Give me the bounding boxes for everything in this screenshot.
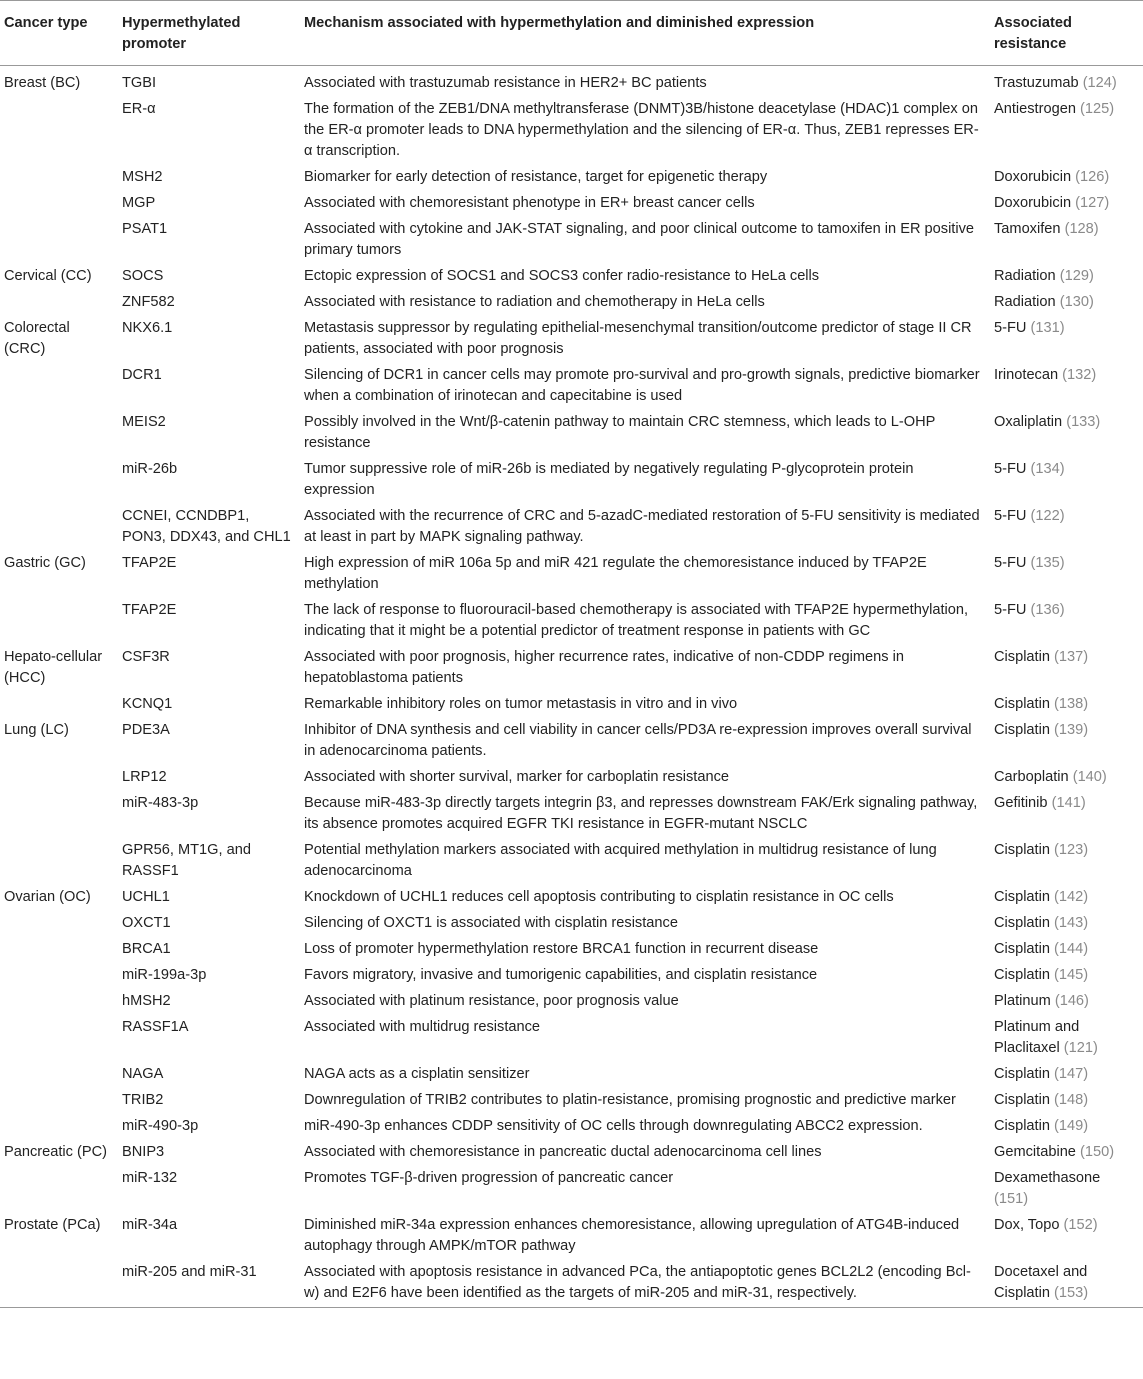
promoter-cell: miR-205 and miR-31 (118, 1260, 300, 1308)
mechanism-cell: The formation of the ZEB1/DNA methyltransferase (DNMT)3B/histone deacetylase (HDAC)1 complex on the ER-α promoter leads to DNA hypermethylation and the silencing of ER-α. Thus, ZEB1 represses ER-α transcription. (304, 101, 979, 159)
cancer-type-cell (0, 504, 118, 551)
cancer-type-cell (0, 791, 118, 838)
mechanism-cell: Remarkable inhibitory roles on tumor metastasis in vitro and in vivo (304, 696, 738, 712)
cancer-type-cell (0, 1114, 118, 1140)
cancer-type-cell (0, 598, 118, 645)
cancer-type-cell (0, 1166, 118, 1213)
resistance-text: Radiation (994, 294, 1056, 310)
promoter-cell: TGBI (122, 75, 157, 91)
table-row (0, 838, 1143, 885)
resistance-text: Gemcitabine (994, 1144, 1076, 1160)
promoter-cell: PSAT1 (122, 221, 168, 237)
cancer-type-cell: Breast (BC) (4, 75, 81, 91)
reference-link[interactable]: (146) (1054, 993, 1089, 1009)
resistance-cell (990, 97, 1143, 165)
resistance-cell (990, 692, 1143, 718)
mechanism-cell: Diminished miR-34a expression enhances chemoresistance, allowing upregulation of ATG4B-induced autophagy through AMPK/mTOR pathway (304, 1217, 960, 1254)
cancer-type-cell (0, 97, 118, 165)
resistance-text: 5-FU (994, 461, 1027, 477)
reference-link[interactable]: (149) (1054, 1118, 1089, 1134)
promoter-cell: PDE3A (122, 722, 170, 738)
promoter-cell: miR-483-3p (122, 795, 199, 811)
mechanism-cell: Ectopic expression of SOCS1 and SOCS3 confer radio-resistance to HeLa cells (304, 268, 820, 284)
mechanism-cell: Associated with platinum resistance, poor prognosis value (304, 993, 679, 1009)
cancer-type-cell (0, 1260, 118, 1308)
resistance-cell (990, 457, 1143, 504)
mechanism-cell: Loss of promoter hypermethylation restore BRCA1 function in recurrent disease (304, 941, 819, 957)
resistance-text: Platinum and Placlitaxel (994, 1019, 1080, 1056)
reference-link[interactable]: (142) (1054, 889, 1089, 905)
table-row (0, 66, 1143, 97)
reference-link[interactable]: (126) (1075, 169, 1110, 185)
promoter-cell: NAGA (122, 1066, 164, 1082)
reference-link[interactable]: (140) (1072, 769, 1107, 785)
cancer-type-cell (0, 1062, 118, 1088)
cancer-type-cell (0, 290, 118, 316)
table-row (0, 791, 1143, 838)
table-row (0, 718, 1143, 765)
table-row (0, 316, 1143, 363)
promoter-cell: RASSF1A (122, 1019, 189, 1035)
resistance-cell (990, 718, 1143, 765)
resistance-cell (990, 1114, 1143, 1140)
cancer-type-cell (0, 217, 118, 264)
promoter-cell: ER-α (122, 101, 156, 117)
header-promoter: Hypermethylated promoter (118, 1, 300, 66)
resistance-cell (990, 838, 1143, 885)
promoter-cell: TFAP2E (122, 602, 177, 618)
table-row (0, 1062, 1143, 1088)
resistance-text: Cisplatin (994, 722, 1050, 738)
resistance-cell (990, 791, 1143, 838)
resistance-cell (990, 551, 1143, 598)
promoter-cell: TRIB2 (122, 1092, 164, 1108)
resistance-cell (990, 66, 1143, 97)
mechanism-cell: Favors migratory, invasive and tumorigenic capabilities, and cisplatin resistance (304, 967, 818, 983)
table-row (0, 765, 1143, 791)
resistance-text: 5-FU (994, 320, 1027, 336)
reference-link[interactable]: (145) (1054, 967, 1089, 983)
promoter-cell: NKX6.1 (122, 320, 173, 336)
reference-link[interactable]: (134) (1030, 461, 1065, 477)
promoter-cell: MGP (122, 195, 156, 211)
resistance-text: Cisplatin (994, 941, 1050, 957)
table-body (0, 66, 1143, 1308)
promoter-cell: KCNQ1 (122, 696, 173, 712)
resistance-cell (990, 911, 1143, 937)
cancer-type-cell: Prostate (PCa) (4, 1217, 101, 1233)
reference-link[interactable]: (122) (1030, 508, 1065, 524)
resistance-cell (990, 1260, 1143, 1308)
table-row (0, 1088, 1143, 1114)
resistance-text: Antiestrogen (994, 101, 1076, 117)
table-row (0, 1015, 1143, 1062)
mechanism-cell: Associated with multidrug resistance (304, 1019, 541, 1035)
resistance-text: Doxorubicin (994, 169, 1072, 185)
table-row (0, 937, 1143, 963)
resistance-text: 5-FU (994, 508, 1027, 524)
cancer-type-cell (0, 165, 118, 191)
table-row (0, 191, 1143, 217)
resistance-text: Carboplatin (994, 769, 1069, 785)
mechanism-cell: Associated with the recurrence of CRC and 5-azadC-mediated restoration of 5-FU sensitivity is mediated at least in part by MAPK signaling pathway. (304, 508, 980, 545)
mechanism-cell: Associated with shorter survival, marker for carboplatin resistance (304, 769, 730, 785)
table-row (0, 963, 1143, 989)
table-row (0, 1114, 1143, 1140)
reference-link[interactable]: (127) (1075, 195, 1110, 211)
resistance-text: Dexamethasone (994, 1170, 1101, 1186)
reference-link[interactable]: (130) (1059, 294, 1094, 310)
table-row (0, 410, 1143, 457)
mechanism-cell: Because miR-483-3p directly targets integrin β3, and represses downstream FAK/Erk signaling pathway, its absence promotes acquired EGFR TKI resistance in EGFR-mutant NSCLC (304, 795, 978, 832)
resistance-text: Cisplatin (994, 967, 1050, 983)
mechanism-cell: Silencing of OXCT1 is associated with cisplatin resistance (304, 915, 678, 931)
promoter-cell: miR-199a-3p (122, 967, 207, 983)
mechanism-cell: Inhibitor of DNA synthesis and cell viability in cancer cells/PD3A re-expression improves overall survival in adenocarcinoma patients. (304, 722, 972, 759)
resistance-cell (990, 316, 1143, 363)
resistance-cell (990, 1166, 1143, 1213)
resistance-cell (990, 264, 1143, 290)
mechanism-cell: Possibly involved in the Wnt/β-catenin pathway to maintain CRC stemness, which leads to L-OHP resistance (304, 414, 936, 451)
cancer-type-cell (0, 765, 118, 791)
cancer-type-cell: Ovarian (OC) (4, 889, 91, 905)
resistance-text: Cisplatin (994, 649, 1050, 665)
resistance-text: Doxorubicin (994, 195, 1072, 211)
resistance-text: Cisplatin (994, 1118, 1050, 1134)
resistance-text: Cisplatin (994, 889, 1050, 905)
table-row (0, 885, 1143, 911)
resistance-cell (990, 1062, 1143, 1088)
mechanism-cell: Potential methylation markers associated with acquired methylation in multidrug resistance of lung adenocarcinoma (304, 842, 937, 879)
cancer-type-cell: Cervical (CC) (4, 268, 92, 284)
cancer-type-cell (0, 963, 118, 989)
cancer-type-cell (0, 457, 118, 504)
cancer-type-cell: Hepato-cellular (HCC) (4, 649, 103, 686)
cancer-type-cell: Pancreatic (PC) (4, 1144, 107, 1160)
reference-link[interactable]: (147) (1054, 1066, 1089, 1082)
reference-link[interactable]: (138) (1054, 696, 1089, 712)
cancer-type-cell (0, 410, 118, 457)
resistance-cell (990, 290, 1143, 316)
resistance-cell (990, 963, 1143, 989)
table-header (0, 1, 1143, 66)
reference-link[interactable]: (135) (1030, 555, 1065, 571)
mechanism-cell: The lack of response to fluorouracil-based chemotherapy is associated with TFAP2E hypermethylation, indicating that it might be a potential predictor of treatment response in patients with GC (304, 602, 969, 639)
cancer-type-cell (0, 838, 118, 885)
promoter-cell: DCR1 (122, 367, 162, 383)
table-row (0, 1260, 1143, 1308)
resistance-text: Docetaxel and Cisplatin (994, 1264, 1088, 1301)
promoter-cell: SOCS (122, 268, 164, 284)
promoter-cell: CSF3R (122, 649, 170, 665)
header-resistance: Associated resistance (990, 1, 1143, 66)
promoter-cell: UCHL1 (122, 889, 170, 905)
resistance-text: Trastuzumab (994, 75, 1079, 91)
resistance-text: Radiation (994, 268, 1056, 284)
cancer-type-cell (0, 1088, 118, 1114)
resistance-text: 5-FU (994, 602, 1027, 618)
resistance-cell (990, 1088, 1143, 1114)
cancer-type-cell (0, 911, 118, 937)
promoter-cell: ZNF582 (122, 294, 175, 310)
resistance-cell (990, 410, 1143, 457)
promoter-cell: TFAP2E (122, 555, 177, 571)
mechanism-cell: Associated with chemoresistance in pancreatic ductal adenocarcinoma cell lines (304, 1144, 822, 1160)
reference-link[interactable]: (144) (1054, 941, 1089, 957)
reference-link[interactable]: (136) (1030, 602, 1065, 618)
reference-link[interactable]: (128) (1064, 221, 1099, 237)
cancer-type-cell (0, 191, 118, 217)
reference-link[interactable]: (133) (1066, 414, 1101, 430)
reference-link[interactable]: (132) (1062, 367, 1097, 383)
promoter-cell: miR-26b (122, 461, 178, 477)
mechanism-cell: NAGA acts as a cisplatin sensitizer (304, 1066, 530, 1082)
resistance-text: Cisplatin (994, 696, 1050, 712)
resistance-cell (990, 598, 1143, 645)
cancer-type-cell: Colorectal (CRC) (4, 320, 70, 357)
promoter-cell: GPR56, MT1G, and RASSF1 (122, 842, 251, 879)
header-row (0, 1, 1143, 66)
table-row (0, 989, 1143, 1015)
resistance-text: Cisplatin (994, 915, 1050, 931)
reference-link[interactable]: (139) (1054, 722, 1089, 738)
table-row (0, 551, 1143, 598)
promoter-cell: CCNEI, CCNDBP1, PON3, DDX43, and CHL1 (122, 508, 291, 545)
reference-link[interactable]: (153) (1054, 1285, 1089, 1301)
table-row (0, 264, 1143, 290)
table-row (0, 692, 1143, 718)
table-row (0, 97, 1143, 165)
cancer-type-cell (0, 1015, 118, 1062)
promoter-cell: miR-490-3p (122, 1118, 199, 1134)
mechanism-cell: Promotes TGF-β-driven progression of pancreatic cancer (304, 1170, 674, 1186)
resistance-cell (990, 217, 1143, 264)
table-row (0, 504, 1143, 551)
cancer-type-cell (0, 363, 118, 410)
resistance-cell (990, 937, 1143, 963)
reference-link[interactable]: (150) (1080, 1144, 1115, 1160)
table-row (0, 217, 1143, 264)
table-row (0, 1140, 1143, 1166)
resistance-cell (990, 989, 1143, 1015)
resistance-cell (990, 885, 1143, 911)
resistance-cell (990, 191, 1143, 217)
table-row (0, 598, 1143, 645)
reference-link[interactable]: (148) (1054, 1092, 1089, 1108)
reference-link[interactable]: (129) (1059, 268, 1094, 284)
table-row (0, 165, 1143, 191)
table-row (0, 645, 1143, 692)
resistance-cell (990, 1140, 1143, 1166)
reference-link[interactable]: (141) (1051, 795, 1086, 811)
promoter-cell: hMSH2 (122, 993, 171, 1009)
cancer-type-cell (0, 692, 118, 718)
resistance-text: Cisplatin (994, 1092, 1050, 1108)
mechanism-cell: High expression of miR 106a 5p and miR 421 regulate the chemoresistance induced by TFAP2E methylation (304, 555, 927, 592)
promoter-cell: miR-34a (122, 1217, 178, 1233)
resistance-text: Gefitinib (994, 795, 1048, 811)
resistance-text: Oxaliplatin (994, 414, 1063, 430)
resistance-text: 5-FU (994, 555, 1027, 571)
mechanism-cell: Downregulation of TRIB2 contributes to platin-resistance, promising prognostic and predictive marker (304, 1092, 956, 1108)
promoter-cell: BRCA1 (122, 941, 171, 957)
reference-link[interactable]: (123) (1054, 842, 1089, 858)
resistance-cell (990, 645, 1143, 692)
promoter-cell: OXCT1 (122, 915, 171, 931)
table-row (0, 911, 1143, 937)
mechanism-cell: Associated with resistance to radiation and chemotherapy in HeLa cells (304, 294, 765, 310)
promoter-cell: MSH2 (122, 169, 163, 185)
resistance-text: Cisplatin (994, 842, 1050, 858)
header-cancer-type: Cancer type (0, 1, 118, 66)
mechanism-cell: Associated with poor prognosis, higher recurrence rates, indicative of non-CDDP regimens in hepatoblastoma patients (304, 649, 904, 686)
resistance-cell (990, 1015, 1143, 1062)
cancer-type-cell (0, 937, 118, 963)
mechanism-cell: Associated with trastuzumab resistance in HER2+ BC patients (304, 75, 707, 91)
promoter-cell: miR-132 (122, 1170, 178, 1186)
mechanism-cell: Associated with chemoresistant phenotype in ER+ breast cancer cells (304, 195, 755, 211)
table-row (0, 1213, 1143, 1260)
resistance-cell (990, 363, 1143, 410)
resistance-cell (990, 165, 1143, 191)
resistance-text: Irinotecan (994, 367, 1059, 383)
mechanism-cell: Silencing of DCR1 in cancer cells may promote pro-survival and pro-growth signals, predictive biomarker when a combination of irinotecan and capecitabine is used (304, 367, 980, 404)
resistance-cell (990, 1213, 1143, 1260)
resistance-text: Cisplatin (994, 1066, 1050, 1082)
reference-link[interactable]: (151) (994, 1191, 1029, 1207)
table-row (0, 457, 1143, 504)
resistance-cell (990, 765, 1143, 791)
reference-link[interactable]: (152) (1063, 1217, 1098, 1233)
mechanism-cell: miR-490-3p enhances CDDP sensitivity of OC cells through downregulating ABCC2 expression. (304, 1118, 923, 1134)
mechanism-cell: Tumor suppressive role of miR-26b is mediated by negatively regulating P-glycoprotein protein expression (304, 461, 914, 498)
cancer-type-cell: Lung (LC) (4, 722, 69, 738)
resistance-text: Tamoxifen (994, 221, 1061, 237)
cancer-type-cell: Gastric (GC) (4, 555, 86, 571)
header-mechanism: Mechanism associated with hypermethylation and diminished expression (300, 1, 990, 66)
mechanism-cell: Biomarker for early detection of resistance, target for epigenetic therapy (304, 169, 768, 185)
promoter-cell: LRP12 (122, 769, 167, 785)
mechanism-cell: Associated with apoptosis resistance in advanced PCa, the antiapoptotic genes BCL2L2 (encoding Bcl-w) and E2F6 have been identified as the targets of miR-205 and miR-31, respectively. (300, 1260, 990, 1308)
table-row (0, 363, 1143, 410)
table-row (0, 1166, 1143, 1213)
table-row (0, 290, 1143, 316)
resistance-text: Platinum (994, 993, 1051, 1009)
reference-link[interactable]: (124) (1082, 75, 1117, 91)
resistance-cell (990, 504, 1143, 551)
promoter-cell: BNIP3 (122, 1144, 165, 1160)
mechanism-cell: Knockdown of UCHL1 reduces cell apoptosis contributing to cisplatin resistance in OC cells (304, 889, 894, 905)
reference-link[interactable]: (125) (1080, 101, 1115, 117)
resistance-text: Dox, Topo (994, 1217, 1060, 1233)
reference-link[interactable]: (121) (1063, 1040, 1098, 1056)
promoter-cell: MEIS2 (122, 414, 166, 430)
mechanism-cell: Metastasis suppressor by regulating epithelial-mesenchymal transition/outcome predictor of stage II CR patients, associated with poor prognosis (304, 320, 972, 357)
reference-link[interactable]: (137) (1054, 649, 1089, 665)
cancer-type-cell (0, 989, 118, 1015)
reference-link[interactable]: (143) (1054, 915, 1089, 931)
mechanism-cell: Associated with cytokine and JAK-STAT signaling, and poor clinical outcome to tamoxifen in ER positive primary tumors (304, 221, 975, 258)
reference-link[interactable]: (131) (1030, 320, 1065, 336)
